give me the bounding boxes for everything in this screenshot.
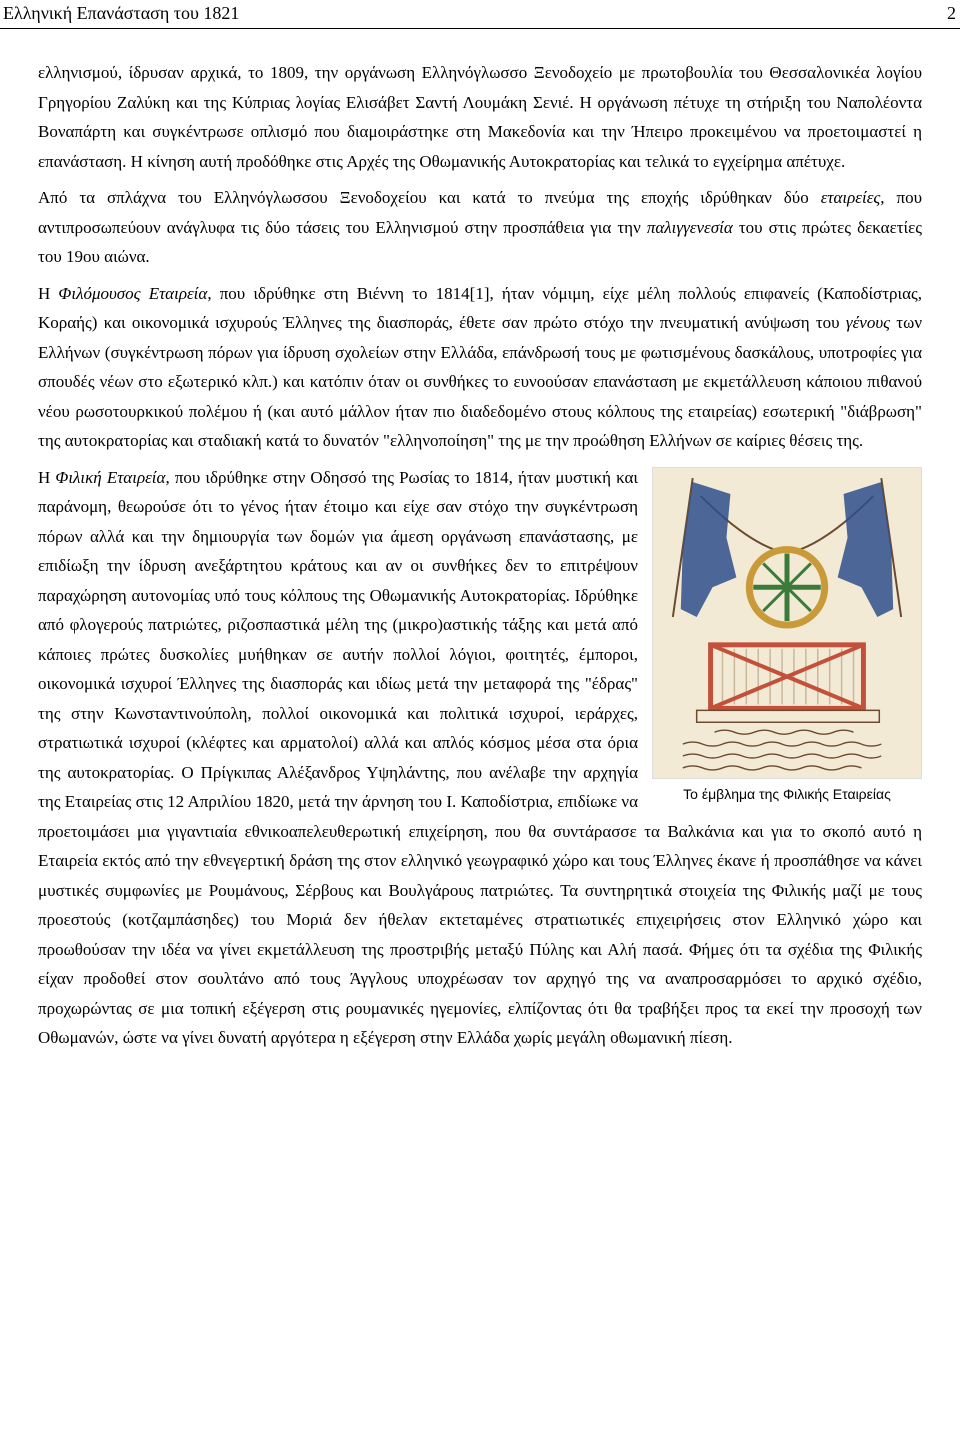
italic-term-paliggenesia: παλιγγενεσία <box>646 217 733 237</box>
text-run: του στις πρώτες δεκαετίες του 19ου αιώνα. <box>38 217 922 266</box>
italic-term-filiki: Φιλική Εταιρεία <box>55 467 166 487</box>
text-run: , που ιδρύθηκε στη Βιέννη το 1814[1], ήταν νόμιμη, είχε μέλη πολλούς επιφανείς (Καποδίστριας, Κοραής) και οικονομικά ισχυρούς Έλληνες της διασποράς, έθετε σαν πρώτο στόχο την πνευματική ανύψωση του <box>38 283 922 332</box>
emblem-figure <box>652 467 922 803</box>
text-run: , που ιδρύθηκε στην Οδησσό της Ρωσίας το 1814, ήταν μυστική και παράνομη, θεωρούσε ότι το γένος ήταν έτοιμο και είχε σαν στόχο την συγκέντρωση πόρων αλλά και την δημιουργία των δομών για άμεση οργάνωση επανάστασης, με επιδίωξη την ίδρυση ανεξάρτητου κράτους και αν οι συνθήκες δεν το επιτρέψουν παραχώρηση αυτονομίας υπό τους κόλπους της Οθωμανικής Αυτοκρατορίας. Ιδρύθηκε από φλογερούς πατριώτες, ριζοσπαστικά μέλη της (μικρο)αστικής τάξης και μετά από κάποιες πρώτες δυσκολίες μυήθηκαν σε αυτήν πολλοί λόγιοι, φοιτητές, έμποροι, οικονομικά ισχυροί Έλληνες της διασποράς και ιδίως μετά την μεταφορά της "έδρας" της στην Κωνσταντινούπολη, πολλοί οικονομικά και πολιτικά ισχυροί, ιεράρχες, στρατιωτικά ισχυροί (κλέφτες και αρματολοί) αλλά και απλός κόσμος μέσα στα όρια της αυτοκρατορίας. Ο Πρίγκιπας Αλέξανδρος Υψηλάντης, που ανέλαβε την αρχηγία της Εταιρείας στις 12 Απριλίου 1820, μετά την άρνηση του Ι. Καποδίστρια, επιδίωκε να προετοιμάσει μια γιγαντιαία εθνικοαπελευθερωτική επιχείρηση, που θα συντάρασσε τα Βαλκάνια και για το σκοπό αυτό η Εταιρεία εκτός από την εθνεγερτική δράση της στον ελληνικό γεωγραφικό χώρο και τους Έλληνες έκανε ή προσπάθησε να κάνει μυστικές συμφωνίες με Ρουμάνους, Σέρβους και Βουλγάρους πατριώτες. Τα συντηρητικά στοιχεία της Φιλικής μαζί με τους προεστούς (κοτζαμπάσηδες) του Μοριά δεν ήθελαν εκτεταμένες στρατιωτικές επιχειρήσεις στον Ελληνικό χώρο και προωθούσαν την ιδέα να γίνει εκμετάλλευση της προστριβής μεταξύ Πύλης και Αλή πασά. Φήμες ότι τα σχέδια της Φιλικής είχαν προδοθεί στον σουλτάνο από τους Άγγλους υποχρέωσαν τον αρχηγό της να αναπροσαρμόσει το αρχικό σχέδιο, προχωρώντας σε μια τοπική εξέγερση στις ρουμανικές ηγεμονίες, ελπίζοντας ότι θα τραβήξει προς τα εκεί την προσοχή των Οθωμανών, ώστε να γίνει δυνατή αργότερα η εξέγερση στην Ελλάδα χωρίς μεγάλη οθωμανική πίεση. <box>38 467 922 1047</box>
page-header <box>0 0 960 29</box>
figure-caption: Το έμβλημα της Φιλικής Εταιρείας <box>683 785 891 802</box>
page-number: 2 <box>947 3 956 23</box>
paragraph-two-societies <box>38 183 922 272</box>
italic-term-etaireies: εταιρείες <box>820 188 881 207</box>
paragraph-text: ελληνισμού, ίδρυσαν αρχικά, το 1809, την οργάνωση Ελληνόγλωσσο Ξενοδοχείο με πρωτοβουλία του Θεσσαλονικέα λογίου Γρηγορίου Ζαλύκη και της Κύπριας λογίας Ελισάβετ Σαντή Λουμάκη Σενιέ. Η οργάνωση πέτυχε τη στήριξη του Ναπολέοντα Βοναπάρτη και συγκέντρωσε οπλισμό που διαμοιράστηκε στη Μακεδονία και την Ήπειρο προκειμένου να προετοιμαστεί η επανάσταση. Η κίνηση αυτή προδόθηκε στις Αρχές της Οθωμανικής Αυτοκρατορίας και τελικά το εγχείρημα απέτυχε. <box>38 63 922 171</box>
article-body <box>38 58 922 1060</box>
paragraph-xenodocheio <box>38 58 922 176</box>
italic-term-filomousos: Φιλόμουσος Εταιρεία <box>58 283 208 303</box>
text-run: , που αντιπροσωπεύουν ανάγλυφα τις δύο τάσεις του Ελληνισμού στην προσπάθεια για την <box>38 188 923 237</box>
text-run: Η <box>38 283 59 303</box>
text-run: των Ελλήνων (συγκέντρωση πόρων για ίδρυση σχολείων στην Ελλάδα, επάνδρωσή τους με φωτισμένους δασκάλους, υποτροφίες για σπουδές νέων στο εξωτερικό κλπ.) και κατόπιν όταν οι συνθήκες το ευνοούσαν επανάσταση με εκμετάλλευση κάποιου πιθανού νέου ρωσοτουρκικού πολέμου ή (και αυτό μάλλον ήταν πιο διαδεδομένο στους κόλπους της εταιρείας) εσωτερική "διάβρωση" της αυτοκρατορίας και σταδιακή κατά το δυνατόν "ελληνοποίηση" της με την προώθηση Ελλήνων σε καίριες θέσεις της. <box>38 313 922 450</box>
filiki-emblem-image <box>652 467 922 779</box>
text-run: Η <box>38 467 56 487</box>
text-run: Από τα σπλάχνα του Ελληνόγλωσσου Ξενοδοχείου και κατά το πνεύμα της εποχής ιδρύθηκαν δύο <box>38 188 821 207</box>
paragraph-filomousos <box>38 279 922 456</box>
italic-term-genous: γένους <box>845 313 891 332</box>
header-title: Ελληνική Επανάσταση του 1821 <box>3 3 240 23</box>
